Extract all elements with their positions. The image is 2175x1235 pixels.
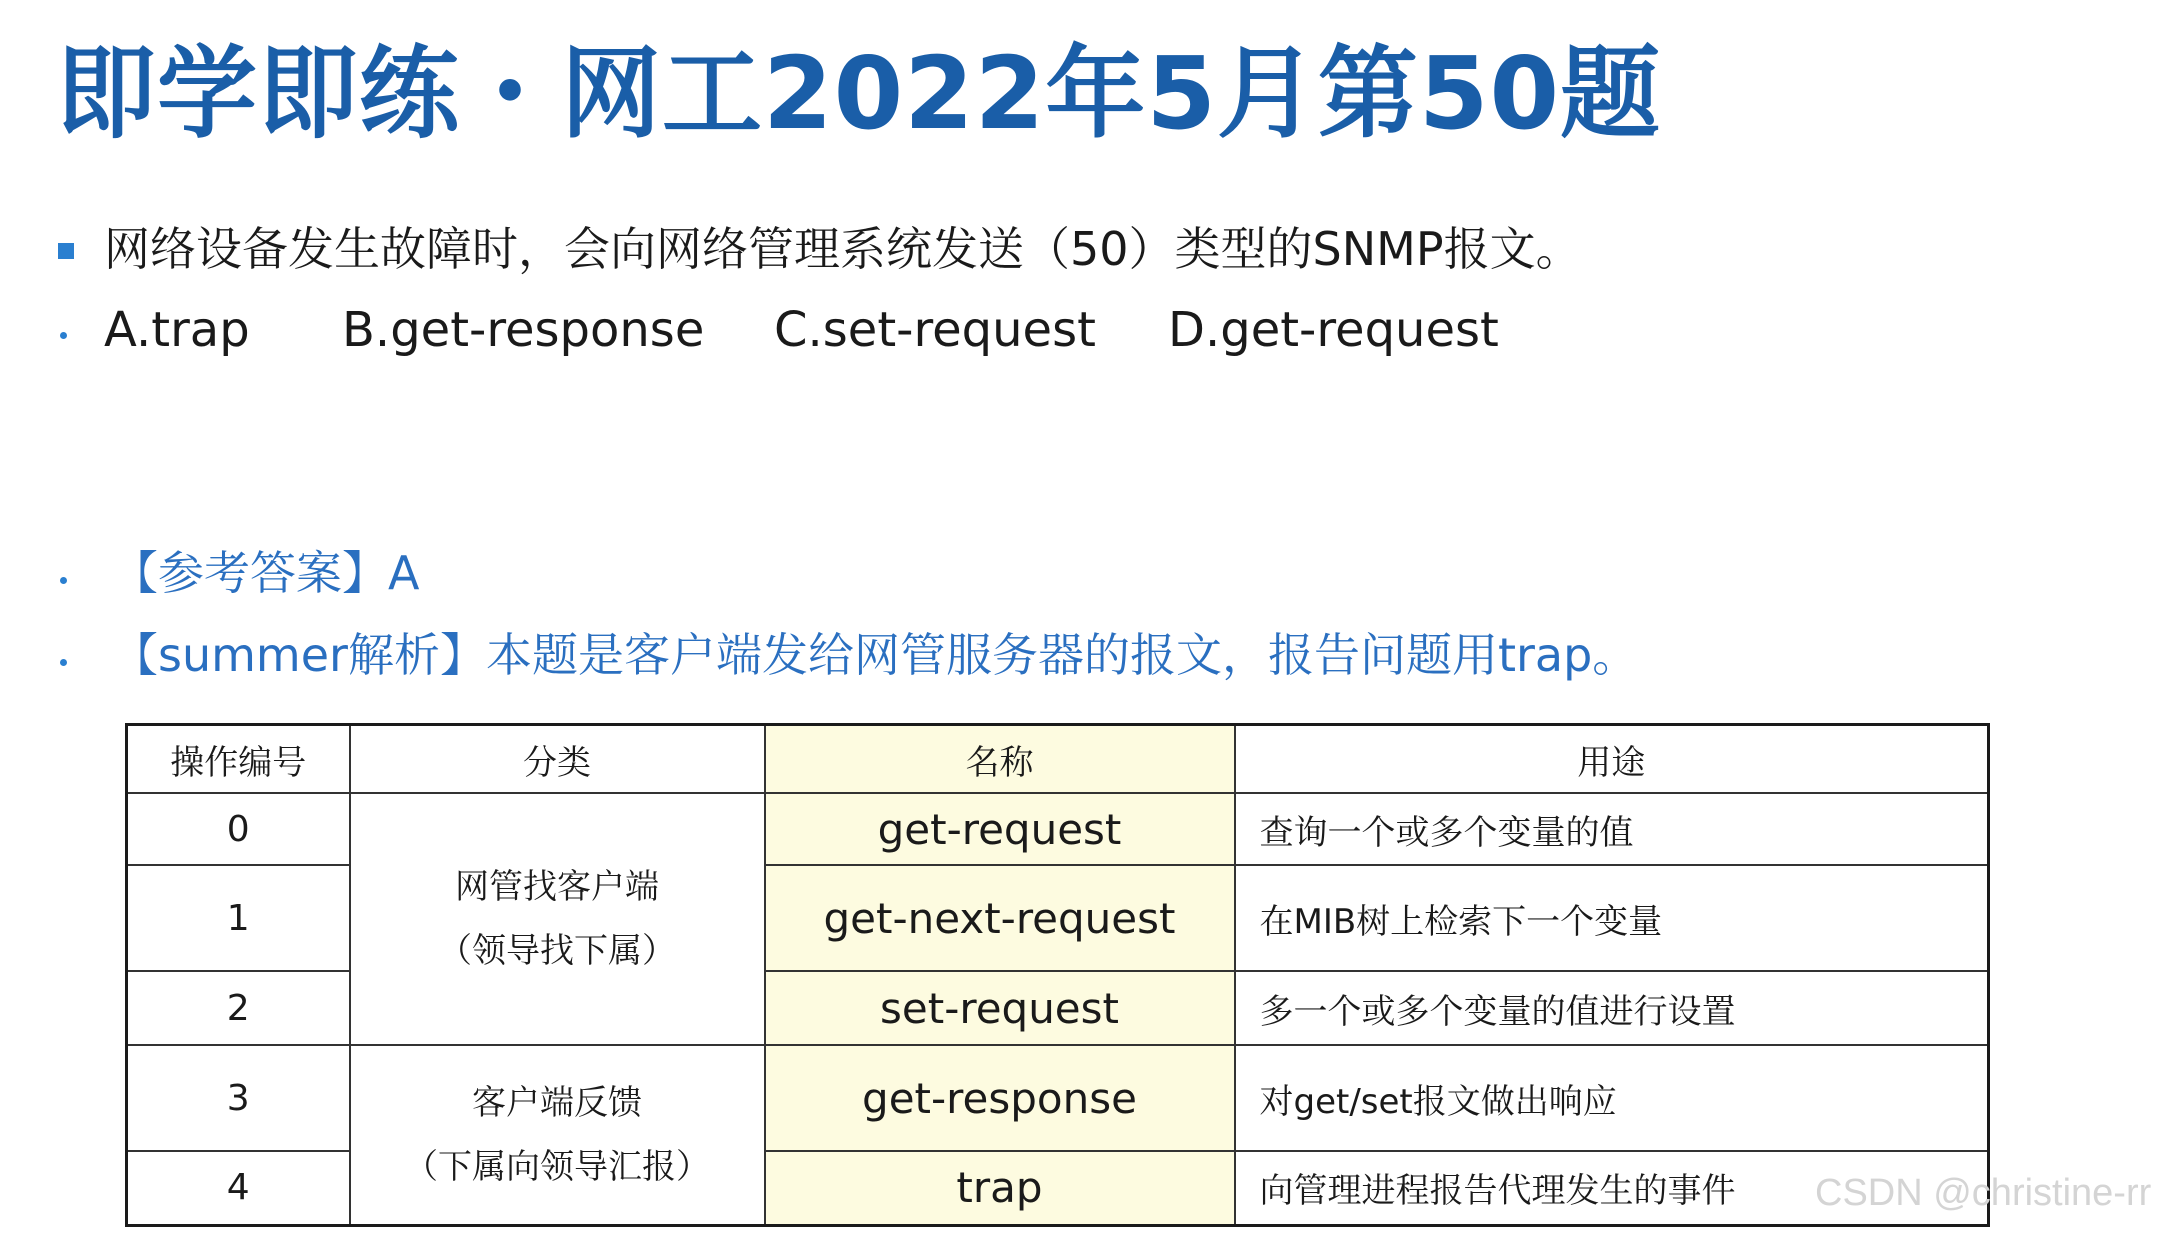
header-usage: 用途 [1235, 725, 1989, 794]
page-title: 即学即练・网工2022年5月第50题 [56, 35, 1662, 152]
op-number-cell: 3 [127, 1045, 350, 1151]
explanation-text: 【summer解析】本题是客户端发给网管服务器的报文，报告问题用trap。 [112, 628, 1639, 682]
category-line2: （下属向领导汇报） [404, 1146, 710, 1187]
category-line1: 网管找客户端 [455, 867, 659, 907]
usage-cell: 在MIB树上检索下一个变量 [1235, 865, 1989, 971]
dot-bullet-icon [60, 332, 67, 339]
header-category: 分类 [350, 725, 765, 794]
square-bullet-icon [58, 243, 74, 259]
category-line1: 客户端反馈 [472, 1082, 642, 1123]
category-cell [350, 793, 765, 1045]
usage-cell: 对get/set报文做出响应 [1235, 1045, 1989, 1151]
usage-cell: 查询一个或多个变量的值 [1235, 793, 1989, 865]
reference-answer: 【参考答案】A [112, 546, 420, 600]
header-name: 名称 [765, 725, 1235, 794]
option-c: C.set-request [774, 302, 1096, 358]
operation-name-cell: trap [765, 1151, 1235, 1225]
op-number-cell: 1 [127, 865, 350, 971]
dot-bullet-icon [60, 577, 67, 584]
header-op-number: 操作编号 [127, 725, 350, 794]
snmp-operations-table [125, 723, 1990, 1227]
operation-name-cell: get-response [765, 1045, 1235, 1151]
option-d: D.get-request [1168, 302, 1499, 358]
option-b: B.get-response [342, 302, 705, 358]
table-header-row [127, 725, 1989, 794]
table-row [127, 1045, 1989, 1151]
op-number-cell: 0 [127, 793, 350, 865]
usage-cell: 多一个或多个变量的值进行设置 [1235, 971, 1989, 1045]
operation-name-cell: get-request [765, 793, 1235, 865]
question-text: 网络设备发生故障时，会向网络管理系统发送（50）类型的SNMP报文。 [104, 222, 1582, 276]
operation-name-cell: get-next-request [765, 865, 1235, 971]
operation-name-cell: set-request [765, 971, 1235, 1045]
category-cell [350, 1045, 765, 1225]
option-a: A.trap [104, 302, 250, 358]
op-number-cell: 4 [127, 1151, 350, 1225]
category-line2: （领导找下属） [438, 931, 676, 971]
table-row [127, 793, 1989, 865]
dot-bullet-icon [60, 659, 67, 666]
watermark: CSDN @christine-rr [1815, 1172, 2152, 1214]
op-number-cell: 2 [127, 971, 350, 1045]
usage-cell: 向管理进程报告代理发生的事件 [1235, 1151, 1989, 1225]
